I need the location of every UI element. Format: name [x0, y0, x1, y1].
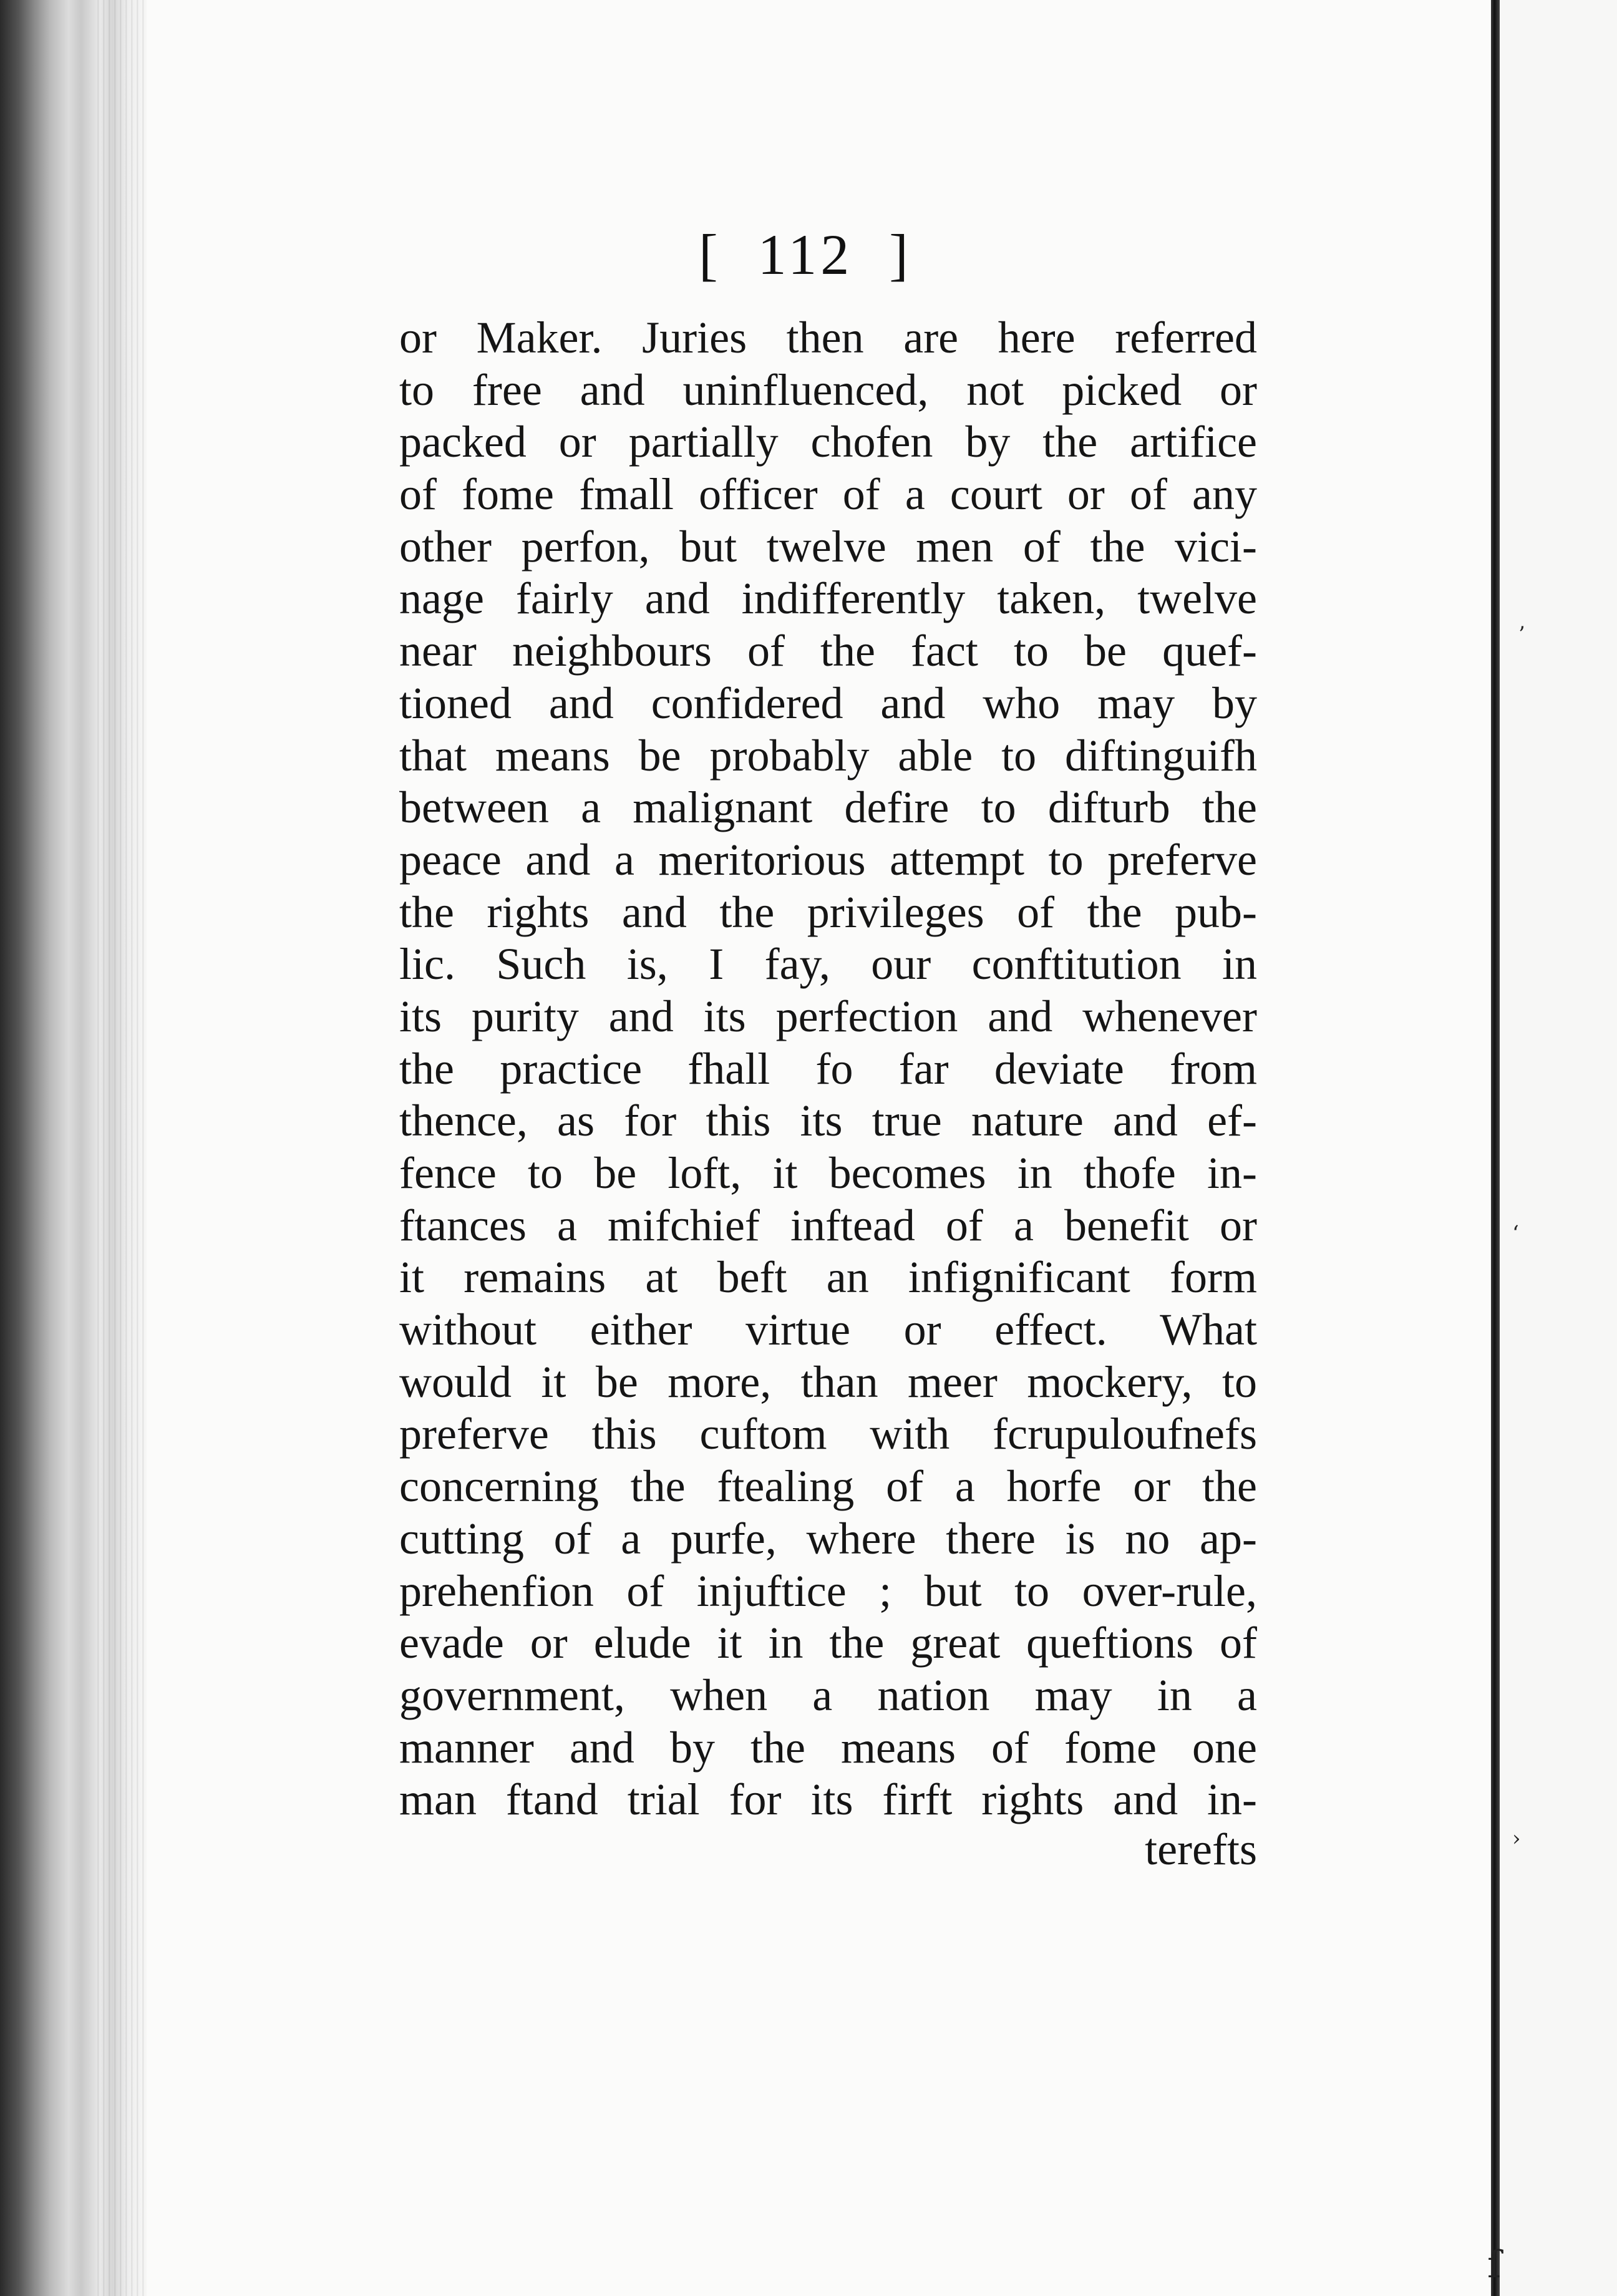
text-line: nage fairly and indifferently taken, twelve: [399, 573, 1257, 624]
margin-mark: ›: [1512, 1826, 1521, 1851]
text-line: manner and by the means of fome one: [399, 1722, 1257, 1773]
text-line: it remains at beft an infignificant form: [399, 1252, 1257, 1303]
text-line: that means be probably able to diftinguifh: [399, 730, 1257, 781]
text-line: tioned and confidered and who may by: [399, 678, 1257, 728]
text-line: or Maker. Juries then are here referred: [399, 313, 1257, 362]
text-line: between a malignant defire to difturb the: [399, 782, 1257, 833]
text-line: its purity and its perfection and whenever: [399, 991, 1257, 1041]
text-line: thence, as for this its true nature and ef-: [399, 1096, 1257, 1146]
page-number: [ 112 ]: [699, 223, 912, 286]
text-line: peace and a meritorious attempt to preferve: [399, 834, 1257, 885]
facing-page-edge: [1491, 0, 1500, 2296]
text-line: ftances a mifchief inftead of a benefit or: [399, 1200, 1257, 1250]
text-line: prehenfion of injuftice ; but to over-rule,: [399, 1565, 1257, 1616]
text-line: concerning the ftealing of a horfe or the: [399, 1461, 1257, 1512]
text-line: packed or partially chofen by the artifice: [399, 417, 1257, 467]
text-line: to free and uninfluenced, not picked or: [399, 364, 1257, 415]
margin-mark: ‘: [1512, 1221, 1519, 1246]
text-line: lic. Such is, I fay, our conftitution in: [399, 939, 1257, 990]
text-line: the rights and the privileges of the pub-: [399, 887, 1257, 937]
text-line: man ftand trial for its firft rights and in-: [399, 1774, 1257, 1825]
text-line: would it be more, than meer mockery, to: [399, 1356, 1257, 1407]
text-line: fence to be loft, it becomes in thofe in-: [399, 1148, 1257, 1198]
catchword: terefts: [1145, 1824, 1257, 1874]
margin-mark: ſ: [1487, 2243, 1502, 2287]
text-line: government, when a nation may in a: [399, 1670, 1257, 1720]
text-line: without either virtue or effect. What: [399, 1305, 1257, 1355]
body-text: [399, 312, 1257, 1826]
facing-page: [1487, 0, 1617, 2296]
text-line: other perfon, but twelve men of the vici-: [399, 521, 1257, 572]
margin-mark: ’: [1518, 622, 1525, 647]
text-line: evade or elude it in the great queftions of: [399, 1618, 1257, 1668]
text-line: cutting of a purfe, where there is no ap-: [399, 1513, 1257, 1564]
gutter-page-edges: [94, 0, 147, 2296]
text-line: of fome fmall officer of a court or of any: [399, 469, 1257, 520]
text-line: near neighbours of the fact to be quef-: [399, 626, 1257, 676]
text-line: preferve this cuftom with fcrupuloufnefs: [399, 1409, 1257, 1459]
text-line: the practice fhall fo far deviate from: [399, 1043, 1257, 1094]
